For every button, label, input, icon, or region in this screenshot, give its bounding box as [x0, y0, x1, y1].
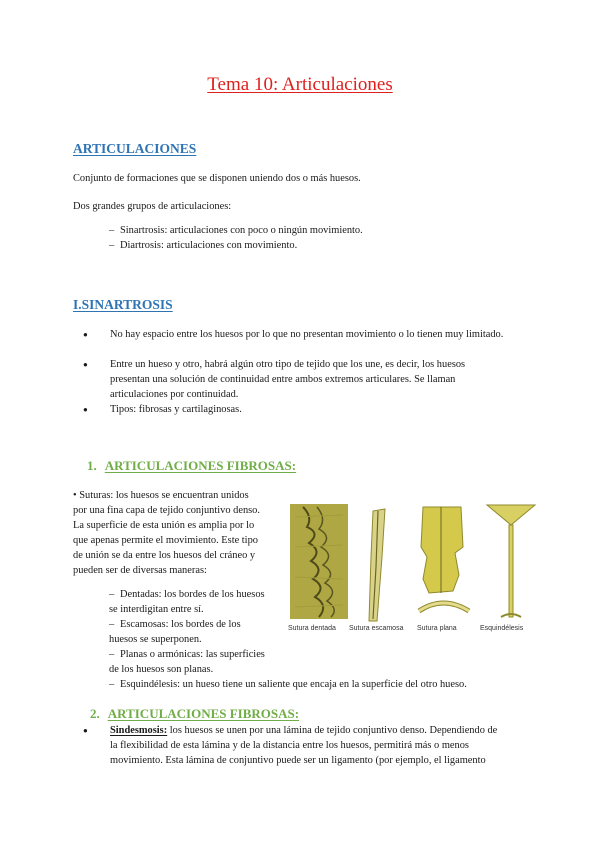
- sindesmosis-term: Sindesmosis:: [110, 725, 168, 736]
- sutura-plana-illustration: [419, 507, 469, 611]
- heading-number: 2.: [90, 706, 100, 721]
- suturas-line: por una fina capa de tejido conjuntivo denso.: [73, 505, 260, 516]
- group-item-text: Diartrosis: articulaciones con movimiento.: [120, 240, 298, 251]
- bullet-text: [110, 723, 526, 738]
- suture-type-continuation: huesos se superponen.: [109, 634, 202, 645]
- heading-fibrosas-2: [90, 706, 299, 722]
- caption-sutura-dentada: Sutura dentada: [288, 625, 336, 632]
- group-item-diartrosis: [109, 238, 297, 253]
- group-item-sinartrosis: [109, 223, 363, 238]
- bullet-text: Entre un hueso y otro, habrá algún otro tipo de tejido que los une, es decir, los huesos presentan una solución de continuidad entre ambos extremos articulares. Se llaman articulaciones por continuidad.: [110, 359, 466, 400]
- bullet-marker: ●: [83, 360, 88, 369]
- suture-type-text: Escamosas: los bordes de los: [120, 619, 241, 630]
- suture-type-text: Esquindélesis: un hueso tiene un saliente que encaja en la superficie del otro hueso.: [120, 679, 467, 690]
- bullet-marker: ●: [83, 405, 88, 414]
- sindesmosis-line: movimiento. Esta lámina de conjuntivo puede ser un ligamento (por ejemplo, el ligamento: [110, 755, 486, 766]
- dash-marker: –: [109, 679, 115, 690]
- dash-marker: –: [109, 589, 115, 600]
- suture-type-escamosas: [109, 617, 241, 632]
- groups-intro-text: Dos grandes grupos de articulaciones:: [73, 201, 232, 212]
- heading-text: ARTICULACIONES FIBROSAS:: [107, 706, 300, 721]
- dash-marker: –: [109, 619, 115, 630]
- suturas-line: • Suturas: los huesos se encuentran unidos: [73, 490, 249, 501]
- suturas-line: que apenas permite el movimiento. Este tipo: [73, 535, 258, 546]
- page-title: Tema 10: Articulaciones: [207, 74, 393, 95]
- heading-number: 1.: [87, 458, 97, 473]
- caption-sutura-escamosa: Sutura escamosa: [349, 625, 404, 632]
- suture-type-planas: [109, 647, 265, 662]
- dash-marker: –: [109, 225, 115, 236]
- sindesmosis-line: la flexibilidad de esta lámina y de la distancia entre los huesos, permitirá más o menos: [110, 740, 469, 751]
- suture-type-text: Planas o armónicas: las superficies: [120, 649, 265, 660]
- dash-marker: –: [109, 240, 115, 251]
- heading-fibrosas-1: [87, 458, 296, 474]
- group-item-text: Sinartrosis: articulaciones con poco o ningún movimiento.: [120, 225, 363, 236]
- suturas-line: de unión se da entre los huesos del cráneo y: [73, 550, 256, 561]
- sutura-escamosa-illustration: [369, 509, 385, 621]
- bullet-text: Tipos: fibrosas y cartilaginosas.: [110, 404, 242, 415]
- suture-type-text: Dentadas: los bordes de los huesos: [120, 589, 265, 600]
- bullet-text: No hay espacio entre los huesos por lo que no presentan movimiento o lo tienen muy limitado.: [110, 329, 504, 340]
- suturas-line: pueden ser de diversas maneras:: [73, 565, 207, 576]
- suture-type-esquindelesis: [109, 677, 467, 692]
- dash-marker: –: [109, 649, 115, 660]
- suture-type-continuation: de los huesos son planas.: [109, 664, 214, 675]
- caption-sutura-plana: Sutura plana: [417, 625, 457, 632]
- definition-text: Conjunto de formaciones que se disponen uniendo dos o más huesos.: [73, 173, 361, 184]
- esquindelesis-illustration: [487, 505, 535, 617]
- bullet-item: [83, 402, 506, 417]
- caption-esquindelesis: Esquindélesis: [480, 625, 524, 632]
- bullet-marker: ●: [83, 330, 88, 339]
- sindesmosis-line: los huesos se unen por una lámina de tejido conjuntivo denso. Dependiendo de: [167, 725, 498, 736]
- bullet-item-sindesmosis: [83, 723, 526, 768]
- heading-text: ARTICULACIONES FIBROSAS:: [104, 458, 297, 473]
- bullet-marker: ●: [83, 726, 88, 735]
- bullet-item: [83, 327, 506, 342]
- suturas-line: La superficie de esta unión es amplia por lo: [73, 520, 255, 531]
- heading-sinartrosis: I.SINARTROSIS: [73, 297, 173, 312]
- sutures-figure: [283, 497, 545, 639]
- heading-articulaciones: ARTICULACIONES: [73, 141, 197, 156]
- sutura-dentada-illustration: [290, 504, 348, 619]
- suture-type-dentadas: [109, 587, 265, 602]
- bullet-item: [83, 357, 506, 402]
- suture-type-continuation: se interdigitan entre sí.: [109, 604, 204, 615]
